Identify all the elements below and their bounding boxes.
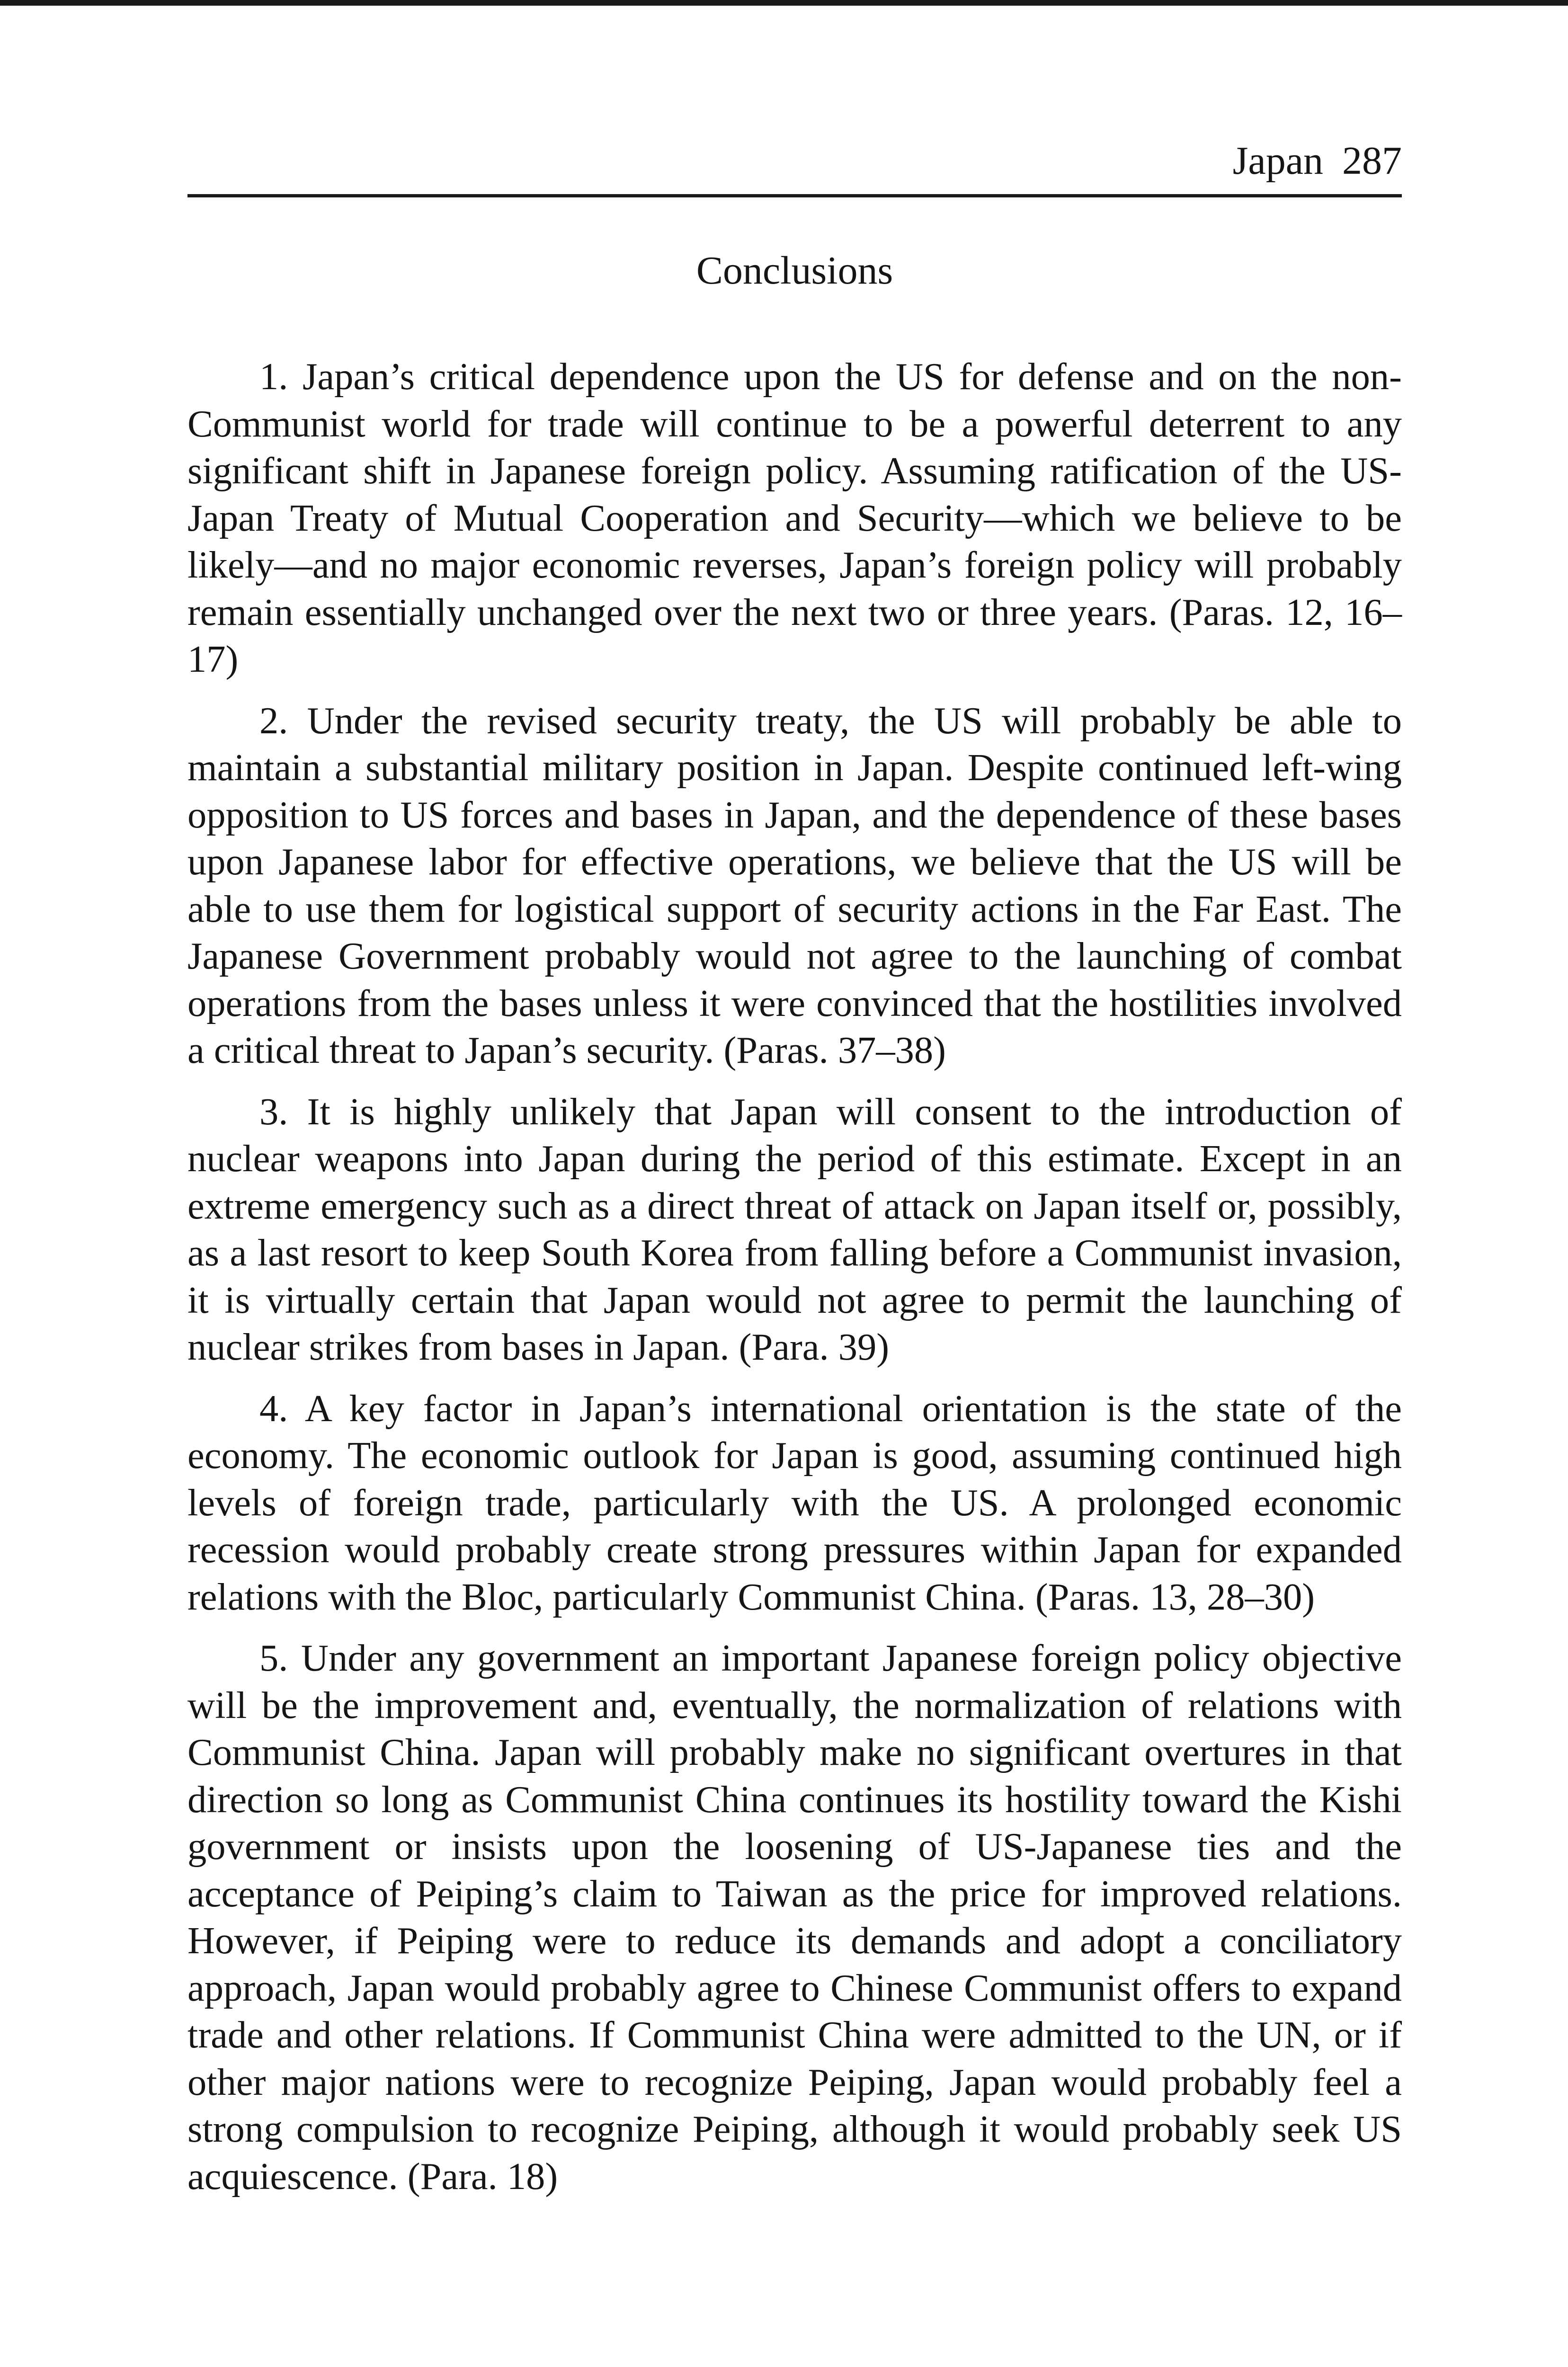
conclusion-paragraph-1: 1. Japan’s critical dependence upon the US for defense and on the non-Communist world for trade will continue to be a powerful deterrent to any significant shift in Japanese foreign policy. Assuming ratification of the US-Japan Treaty of Mutual Cooperation and Security—which we believe to be likely—and no major economic reverses, Japan’s foreign policy will probably remain essentially unchanged over the next two or three years. (Paras. 12, 16–17) [187,356,1402,680]
conclusion-paragraph-2: 2. Under the revised security treaty, the US will probably be able to maintain a substantial military position in Japan. Despite continued left-wing opposition to US forces and bases in Japan, and the dependence of these bases upon Japanese labor for effective operations, we believe that the US will be able to use them for logistical support of security actions in the Far East. The Japanese Government probably would not agree to the launching of combat operations from the bases unless it were convinced that the hostilities involved a critical threat to Japan’s security. (Paras. 37–38) [187,699,1402,1071]
conclusion-paragraph-4: 4. A key factor in Japan’s international orientation is the state of the economy. The economic outlook for Japan is good, assuming continued high levels of foreign trade, particularly with the US. A prolonged economic recession would probably create strong pressures within Japan for expanded relations with the Bloc, particularly Communist China. (Paras. 13, 28–30) [187,1387,1402,1618]
body-text [187,353,1402,2214]
conclusion-paragraph-5: 5. Under any government an important Japanese foreign policy objective will be the improvement and, eventually, the normalization of relations with Communist China. Japan will probably make no significant overtures in that direction so long as Communist China continues its hostility toward the Kishi government or insists upon the loosening of US-Japanese ties and the acceptance of Peiping’s claim to Taiwan as the price for improved relations. However, if Peiping were to reduce its demands and adopt a conciliatory approach, Japan would probably agree to Chinese Communist offers to expand trade and other relations. If Communist China were admitted to the UN, or if other major nations were to recognize Peiping, Japan would probably feel a strong compulsion to recognize Peiping, although it would probably seek US acquiescence. (Para. 18) [187,1637,1402,2198]
top-edge-rule [0,0,1568,6]
running-header-text [1233,137,1402,185]
page-number: 287 [1342,139,1402,183]
conclusion-paragraph-3: 3. It is highly unlikely that Japan will consent to the introduction of nuclear weapons into Japan during the period of this estimate. Except in an extreme emergency such as a direct threat of attack on Japan itself or, possibly, as a last resort to keep South Korea from falling before a Communist invasion, it is virtually certain that Japan would not agree to permit the launching of nuclear strikes from bases in Japan. (Para. 39) [187,1090,1402,1368]
running-header [187,137,1402,197]
section-title: Conclusions [696,249,893,293]
running-title: Japan [1232,139,1323,183]
